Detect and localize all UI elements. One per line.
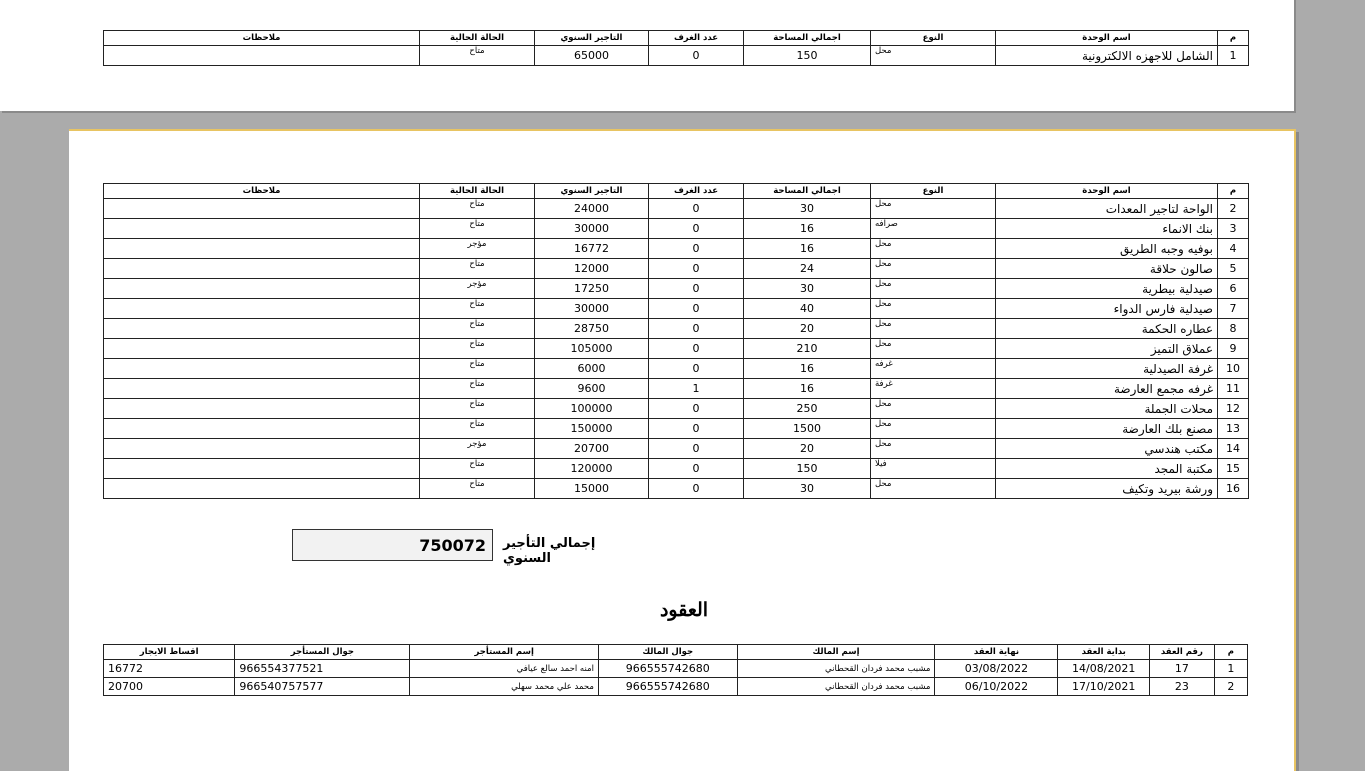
unit-type-cell: محل [871, 419, 996, 439]
header-owner-name: إسم المالك [737, 645, 935, 660]
unit-area-cell: 210 [744, 339, 871, 359]
unit-status-cell: متاح [420, 339, 535, 359]
unit-type-cell: محل [871, 299, 996, 319]
unit-status-cell: متاح [420, 399, 535, 419]
unit-area-cell: 30 [744, 279, 871, 299]
unit-name-cell: مصنع بلك العارضة [996, 419, 1218, 439]
unit-rooms-cell: 0 [649, 199, 744, 219]
contract-end-cell: 03/08/2022 [935, 660, 1058, 678]
unit-rooms-cell: 0 [649, 459, 744, 479]
contract-num-cell: 2 [1214, 678, 1247, 696]
unit-name-cell: مكتب هندسي [996, 439, 1218, 459]
header-num: م [1214, 645, 1247, 660]
header-unit-name: اسم الوحدة [996, 184, 1218, 199]
unit-status-cell: متاح [420, 419, 535, 439]
unit-rent-cell: 120000 [535, 459, 649, 479]
unit-row [104, 419, 1249, 439]
report-page-1 [0, 0, 1294, 111]
unit-rooms-cell: 1 [649, 379, 744, 399]
unit-area-cell: 16 [744, 219, 871, 239]
header-type: النوع [871, 31, 996, 46]
contracts-title: العقود [659, 599, 709, 621]
unit-area-cell: 20 [744, 319, 871, 339]
unit-notes-cell [104, 379, 420, 399]
unit-row [104, 379, 1249, 399]
unit-num-cell: 8 [1218, 319, 1249, 339]
unit-type-cell: محل [871, 199, 996, 219]
unit-status-cell: مؤجر [420, 279, 535, 299]
unit-rent-cell: 12000 [535, 259, 649, 279]
unit-notes-cell [104, 359, 420, 379]
unit-rent-cell: 100000 [535, 399, 649, 419]
header-owner-mobile: جوال المالك [598, 645, 737, 660]
header-type: النوع [871, 184, 996, 199]
unit-row [104, 199, 1249, 219]
header-status: الحالة الحالية [420, 31, 535, 46]
unit-name-cell: ورشة بيريد وتكيف [996, 479, 1218, 499]
header-contract-end: نهاية العقد [935, 645, 1058, 660]
report-page-2 [69, 129, 1296, 771]
unit-status-cell: متاح [420, 259, 535, 279]
unit-rooms-cell: 0 [649, 299, 744, 319]
unit-rooms-cell: 0 [649, 439, 744, 459]
unit-notes-cell [104, 459, 420, 479]
header-annual-rent: التاجير السنوي [535, 31, 649, 46]
unit-num-cell: 4 [1218, 239, 1249, 259]
unit-row [104, 46, 1249, 66]
contract-start-cell: 14/08/2021 [1058, 660, 1150, 678]
unit-rent-cell: 65000 [535, 46, 649, 66]
unit-rooms-cell: 0 [649, 219, 744, 239]
unit-name-cell: صالون حلاقة [996, 259, 1218, 279]
unit-type-cell: فيلا [871, 459, 996, 479]
header-rooms: عدد الغرف [649, 184, 744, 199]
unit-type-cell: محل [871, 399, 996, 419]
unit-name-cell: الشامل للاجهزه الالكترونية [996, 46, 1218, 66]
contract-num-cell: 1 [1214, 660, 1247, 678]
unit-name-cell: بنك الانماء [996, 219, 1218, 239]
contracts-header-row [104, 645, 1248, 660]
header-num: م [1218, 184, 1249, 199]
unit-notes-cell [104, 46, 420, 66]
header-contract-start: بداية العقد [1058, 645, 1150, 660]
unit-rooms-cell: 0 [649, 419, 744, 439]
unit-notes-cell [104, 319, 420, 339]
unit-name-cell: عطاره الحكمة [996, 319, 1218, 339]
unit-area-cell: 20 [744, 439, 871, 459]
owner-mobile-cell: 966555742680 [598, 678, 737, 696]
unit-notes-cell [104, 339, 420, 359]
unit-notes-cell [104, 219, 420, 239]
unit-notes-cell [104, 239, 420, 259]
unit-name-cell: غرفة الصيدلية [996, 359, 1218, 379]
unit-status-cell: مؤجر [420, 239, 535, 259]
header-area: اجمالي المساحة [744, 31, 871, 46]
unit-status-cell: متاح [420, 379, 535, 399]
unit-name-cell: عملاق التميز [996, 339, 1218, 359]
contract-no-cell: 23 [1150, 678, 1215, 696]
unit-rent-cell: 28750 [535, 319, 649, 339]
unit-type-cell: محل [871, 259, 996, 279]
unit-row [104, 279, 1249, 299]
unit-row [104, 319, 1249, 339]
unit-row [104, 459, 1249, 479]
unit-rent-cell: 24000 [535, 199, 649, 219]
header-unit-name: اسم الوحدة [996, 31, 1218, 46]
unit-row [104, 399, 1249, 419]
unit-notes-cell [104, 479, 420, 499]
unit-notes-cell [104, 259, 420, 279]
owner-name-cell: مشبب محمد فردان القحطاني [737, 678, 935, 696]
unit-area-cell: 16 [744, 379, 871, 399]
unit-num-cell: 10 [1218, 359, 1249, 379]
unit-notes-cell [104, 299, 420, 319]
unit-type-cell: محل [871, 339, 996, 359]
unit-notes-cell [104, 439, 420, 459]
unit-area-cell: 250 [744, 399, 871, 419]
unit-num-cell: 11 [1218, 379, 1249, 399]
unit-rent-cell: 6000 [535, 359, 649, 379]
unit-area-cell: 24 [744, 259, 871, 279]
installments-cell: 16772 [104, 660, 235, 678]
unit-rent-cell: 17250 [535, 279, 649, 299]
unit-rent-cell: 30000 [535, 219, 649, 239]
unit-row [104, 359, 1249, 379]
header-notes: ملاحظات [104, 184, 420, 199]
unit-type-cell: محل [871, 239, 996, 259]
header-rooms: عدد الغرف [649, 31, 744, 46]
contract-end-cell: 06/10/2022 [935, 678, 1058, 696]
unit-name-cell: الواحة لتاجير المعدات [996, 199, 1218, 219]
contract-row [104, 660, 1248, 678]
contract-start-cell: 17/10/2021 [1058, 678, 1150, 696]
tenant-mobile-cell: 966540757577 [235, 678, 410, 696]
unit-status-cell: متاح [420, 319, 535, 339]
owner-name-cell: مشبب محمد فردان القحطاني [737, 660, 935, 678]
unit-num-cell: 1 [1218, 46, 1249, 66]
unit-num-cell: 7 [1218, 299, 1249, 319]
units-header-row [104, 31, 1249, 46]
unit-row [104, 339, 1249, 359]
unit-num-cell: 2 [1218, 199, 1249, 219]
installments-cell: 20700 [104, 678, 235, 696]
header-status: الحالة الحالية [420, 184, 535, 199]
unit-type-cell: محل [871, 439, 996, 459]
unit-status-cell: متاح [420, 479, 535, 499]
total-annual-rent-label: إجمالي التأجير السنوي [503, 536, 596, 566]
unit-area-cell: 30 [744, 479, 871, 499]
unit-status-cell: متاح [420, 219, 535, 239]
unit-notes-cell [104, 419, 420, 439]
unit-rooms-cell: 0 [649, 259, 744, 279]
header-contract-no: رقم العقد [1150, 645, 1215, 660]
unit-rooms-cell: 0 [649, 339, 744, 359]
unit-type-cell: صرافه [871, 219, 996, 239]
unit-type-cell: محل [871, 319, 996, 339]
unit-num-cell: 14 [1218, 439, 1249, 459]
unit-num-cell: 15 [1218, 459, 1249, 479]
unit-rooms-cell: 0 [649, 239, 744, 259]
unit-rent-cell: 105000 [535, 339, 649, 359]
unit-row [104, 439, 1249, 459]
unit-name-cell: صيدلية بيطرية [996, 279, 1218, 299]
unit-num-cell: 13 [1218, 419, 1249, 439]
unit-num-cell: 9 [1218, 339, 1249, 359]
header-notes: ملاحظات [104, 31, 420, 46]
unit-rooms-cell: 0 [649, 279, 744, 299]
contract-no-cell: 17 [1150, 660, 1215, 678]
unit-status-cell: متاح [420, 299, 535, 319]
header-annual-rent: التاجير السنوي [535, 184, 649, 199]
header-rent-installments: اقساط الايجار [104, 645, 235, 660]
unit-row [104, 239, 1249, 259]
contracts-table [103, 644, 1248, 696]
unit-status-cell: متاح [420, 46, 535, 66]
unit-area-cell: 1500 [744, 419, 871, 439]
unit-num-cell: 6 [1218, 279, 1249, 299]
unit-status-cell: مؤجر [420, 439, 535, 459]
unit-name-cell: مكتبة المجد [996, 459, 1218, 479]
unit-area-cell: 150 [744, 459, 871, 479]
units-table-page-1 [103, 30, 1249, 66]
unit-status-cell: متاح [420, 199, 535, 219]
unit-area-cell: 16 [744, 239, 871, 259]
unit-rent-cell: 150000 [535, 419, 649, 439]
unit-rent-cell: 9600 [535, 379, 649, 399]
header-area: اجمالي المساحة [744, 184, 871, 199]
unit-area-cell: 150 [744, 46, 871, 66]
unit-row [104, 299, 1249, 319]
unit-type-cell: محل [871, 46, 996, 66]
unit-notes-cell [104, 199, 420, 219]
unit-type-cell: محل [871, 479, 996, 499]
tenant-name-cell: محمد علي محمد سهلي [410, 678, 599, 696]
unit-num-cell: 16 [1218, 479, 1249, 499]
unit-rent-cell: 30000 [535, 299, 649, 319]
units-table-page-2 [103, 183, 1249, 499]
total-annual-rent-value: 750072 [292, 529, 493, 561]
unit-type-cell: غرفه [871, 359, 996, 379]
unit-num-cell: 5 [1218, 259, 1249, 279]
unit-rooms-cell: 0 [649, 46, 744, 66]
tenant-mobile-cell: 966554377521 [235, 660, 410, 678]
unit-name-cell: محلات الجملة [996, 399, 1218, 419]
unit-num-cell: 3 [1218, 219, 1249, 239]
unit-rooms-cell: 0 [649, 399, 744, 419]
units-header-row [104, 184, 1249, 199]
contract-row [104, 678, 1248, 696]
header-num: م [1218, 31, 1249, 46]
unit-rooms-cell: 0 [649, 359, 744, 379]
header-tenant-mobile: جوال المستأجر [235, 645, 410, 660]
unit-rooms-cell: 0 [649, 479, 744, 499]
unit-row [104, 259, 1249, 279]
unit-rent-cell: 16772 [535, 239, 649, 259]
unit-notes-cell [104, 399, 420, 419]
unit-rooms-cell: 0 [649, 319, 744, 339]
unit-area-cell: 16 [744, 359, 871, 379]
tenant-name-cell: امنه احمد سالع عيافي [410, 660, 599, 678]
unit-type-cell: محل [871, 279, 996, 299]
unit-status-cell: متاح [420, 359, 535, 379]
unit-num-cell: 12 [1218, 399, 1249, 419]
header-tenant-name: إسم المستأجر [410, 645, 599, 660]
unit-name-cell: صيدلية فارس الدواء [996, 299, 1218, 319]
owner-mobile-cell: 966555742680 [598, 660, 737, 678]
unit-rent-cell: 15000 [535, 479, 649, 499]
unit-name-cell: غرفه مجمع العارضة [996, 379, 1218, 399]
unit-area-cell: 30 [744, 199, 871, 219]
unit-row [104, 479, 1249, 499]
unit-status-cell: متاح [420, 459, 535, 479]
unit-type-cell: غرفة [871, 379, 996, 399]
unit-name-cell: بوفيه وجبه الطريق [996, 239, 1218, 259]
unit-rent-cell: 20700 [535, 439, 649, 459]
unit-row [104, 219, 1249, 239]
unit-area-cell: 40 [744, 299, 871, 319]
unit-notes-cell [104, 279, 420, 299]
